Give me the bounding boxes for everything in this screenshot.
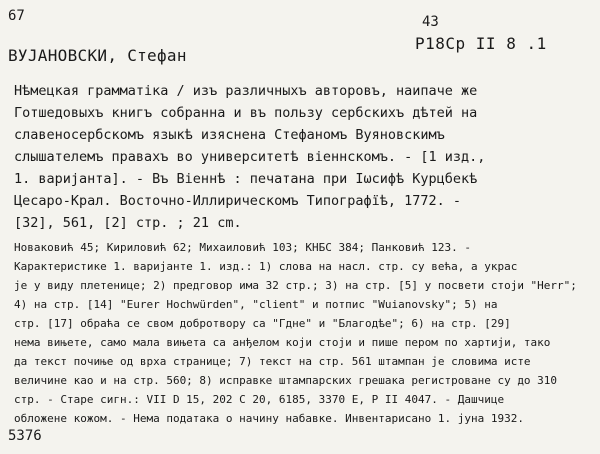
notes-block [14,238,577,428]
title-line: Нѣмецкая грамматіка / изъ различныхъ авторовъ, наипаче же [14,83,478,99]
note-line: да текст почиње од врха странице; 7) текст на стр. 561 штампан је словима исте [14,355,531,368]
note-line: је у виду плетенице; 2) предговор има 32 стр.; 3) на стр. [5] у посвети стоји "Herr"; [14,279,577,292]
note-line: Карактеристике 1. варијанте 1. изд.: 1) слова на насл. стр. су већа, а украс [14,260,518,273]
title-line: [32], 561, [2] стр. ; 21 cm. [14,215,242,231]
title-line: славеносербскомъ языкѣ изяснена Стефаномъ Вуяновскимъ [14,127,445,143]
note-line: величине као и на стр. 560; 8) исправке штампарских грешака регистроване су до 310 [14,374,558,387]
title-description [14,80,484,234]
shelfmark: P18Cp II 8 .1 [415,34,547,53]
card-number-bottom: 5376 [8,428,42,444]
note-line: Новаковић 45; Кириловић 62; Михаиловић 103; КНБС 384; Панковић 123. - [14,241,471,254]
note-line: 4) на стр. [14] "Eurer Hochwürden", "client" и потпис "Wuianovsky"; 5) на [14,298,498,311]
title-line: 1. варијанта]. - Въ Віеннѣ : печатана при Іωсифѣ Курцбекѣ [14,171,478,187]
note-line: нема вињете, само мала вињета са анђелом који стоји и пише пером по хартији, тако [14,336,551,349]
author-heading: ВУЈАНОВСКИ, Стефан [8,46,187,65]
note-line: стр. [17] обраћа се свом добротвору са "Гдне" и "Благодѣе"; 6) на стр. [29] [14,317,511,330]
title-line: Готшедовыхъ книгъ собранна и въ пользу сербскихъ дѣтей на [14,105,478,121]
note-line: обложене кожом. - Нема података о начину набавке. Инвентарисано 1. јуна 1932. [14,412,524,425]
note-line: стр. - Старе сигн.: VII D 15, 202 C 20, 6185, 3370 E, P II 4047. - Дашчице [14,393,505,406]
title-line: Цесаро-Крал. Восточно-Иллирическомъ Типографїѣ, 1772. - [14,193,462,209]
page-number: 43 [422,14,439,30]
title-line: слышателемъ правахъ во университетѣ віеннскомъ. - [1 изд., [14,149,486,165]
card-number-top: 67 [8,8,25,24]
